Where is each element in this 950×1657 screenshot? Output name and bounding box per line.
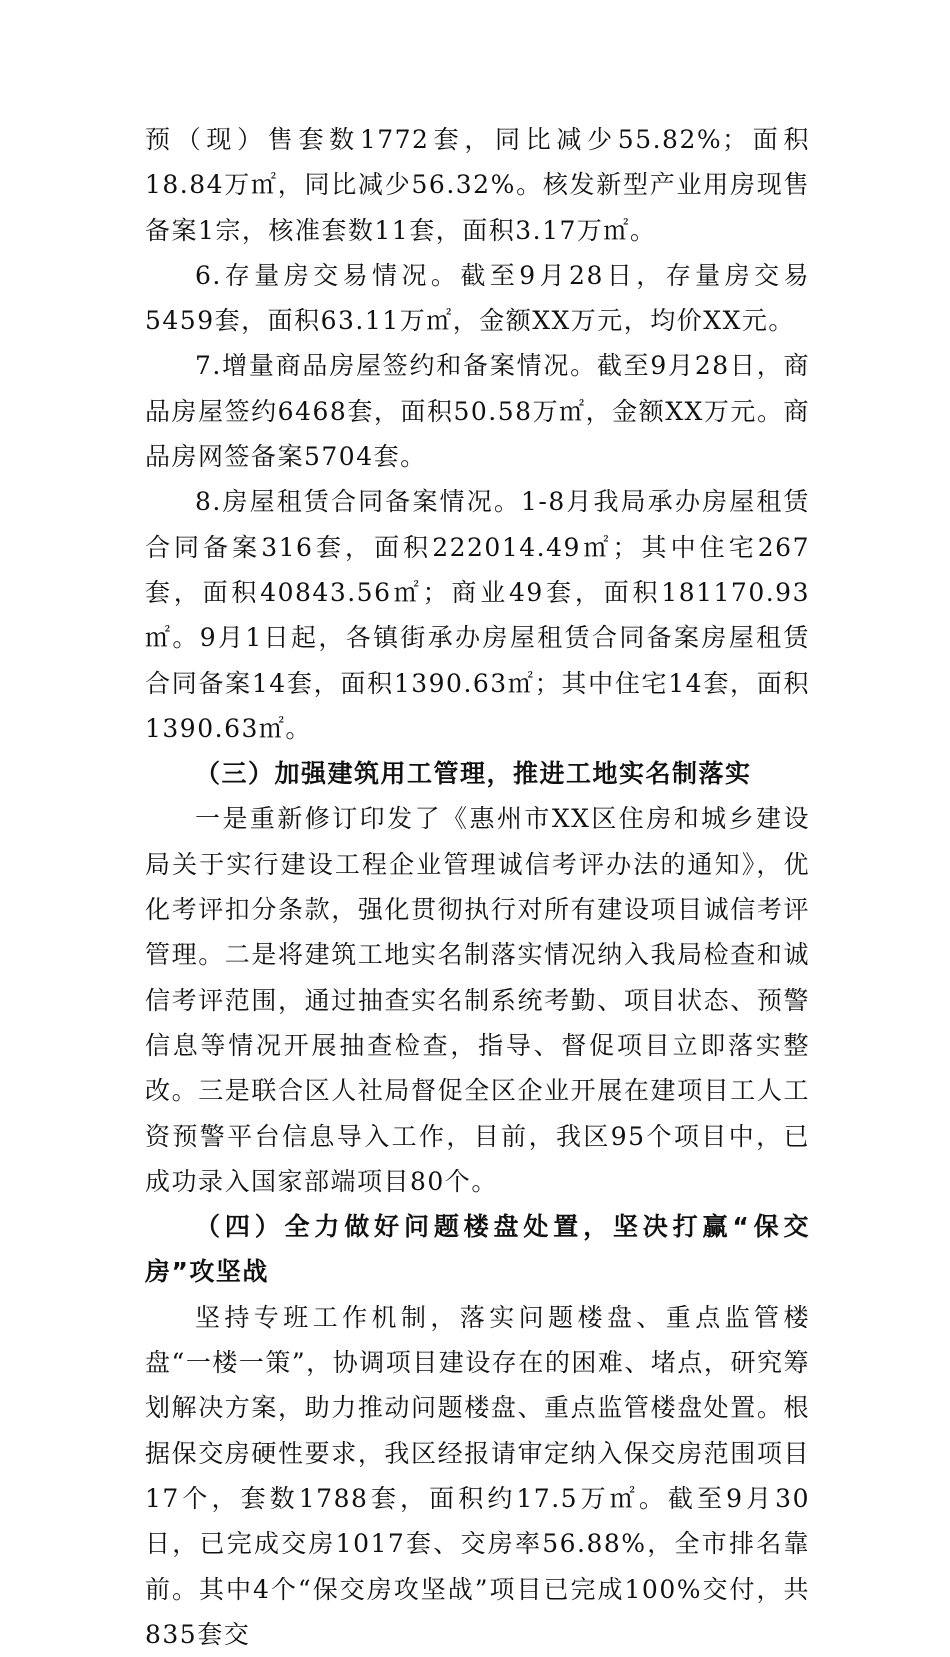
document-body [145, 117, 810, 1657]
paragraph-construction-labor-management: 一是重新修订印发了《惠州市XX区住房和城乡建设局关于实行建设工程企业管理诚信考评办法的通知》，优化考评扣分条款，强化贯彻执行对所有建设项目诚信考评管理。二是将建筑工地实名制落实情况纳入我局检查和诚信考评范围，通过抽查实名制系统考勤、项目状态、预警信息等情况开展抽查检查，指导、督促项目立即落实整改。三是联合区人社局督促全区企业开展在建项目工人工资预警平台信息导入工作，目前，我区95个项目中，已成功录入国家部端项目80个。 [145, 804, 810, 1196]
paragraph-new-housing-contracts: 7.增量商品房屋签约和备案情况。截至9月28日，商品房屋签约6468套，面积50.58万㎡，金额XX万元。商品房网签备案5704套。 [145, 351, 810, 472]
paragraph-continuation: 预（现）售套数1772套，同比减少55.82%；面积18.84万㎡，同比减少56.32%。核发新型产业用房现售备案1宗，核准套数11套，面积3.17万㎡。 [145, 125, 810, 245]
section-heading-three: （三）加强建筑用工管理，推进工地实名制落实 [195, 759, 752, 789]
paragraph-lease-contract-filing: 8.房屋租赁合同备案情况。1-8月我局承办房屋租赁合同备案316套，面积222014.49㎡；其中住宅267套，面积40843.56㎡；商业49套，面积181170.93㎡。9月1日起，各镇街承办房屋租赁合同备案房屋租赁合同备案14套，面积1390.63㎡；其中住宅14套，面积1390.63㎡。 [145, 487, 810, 743]
paragraph-existing-housing-transactions: 6.存量房交易情况。截至9月28日，存量房交易5459套，面积63.11万㎡，金额XX万元，均价XX元。 [145, 260, 810, 336]
paragraph-problem-properties: 坚持专班工作机制，落实问题楼盘、重点监管楼盘“一楼一策”，协调项目建设存在的困难、堵点，研究筹划解决方案，助力推动问题楼盘、重点监管楼盘处置。根据保交房硬性要求，我区经报请审定纳入保交房范围项目17个，套数1788套，面积约17.5万㎡。截至9月30日，已完成交房1017套、交房率56.88%，全市排名靠前。其中4个“保交房攻坚战”项目已完成100%交付，共835套交 [145, 1302, 810, 1649]
section-heading-four: （四）全力做好问题楼盘处置，坚决打赢“保交房”攻坚战 [145, 1212, 810, 1287]
